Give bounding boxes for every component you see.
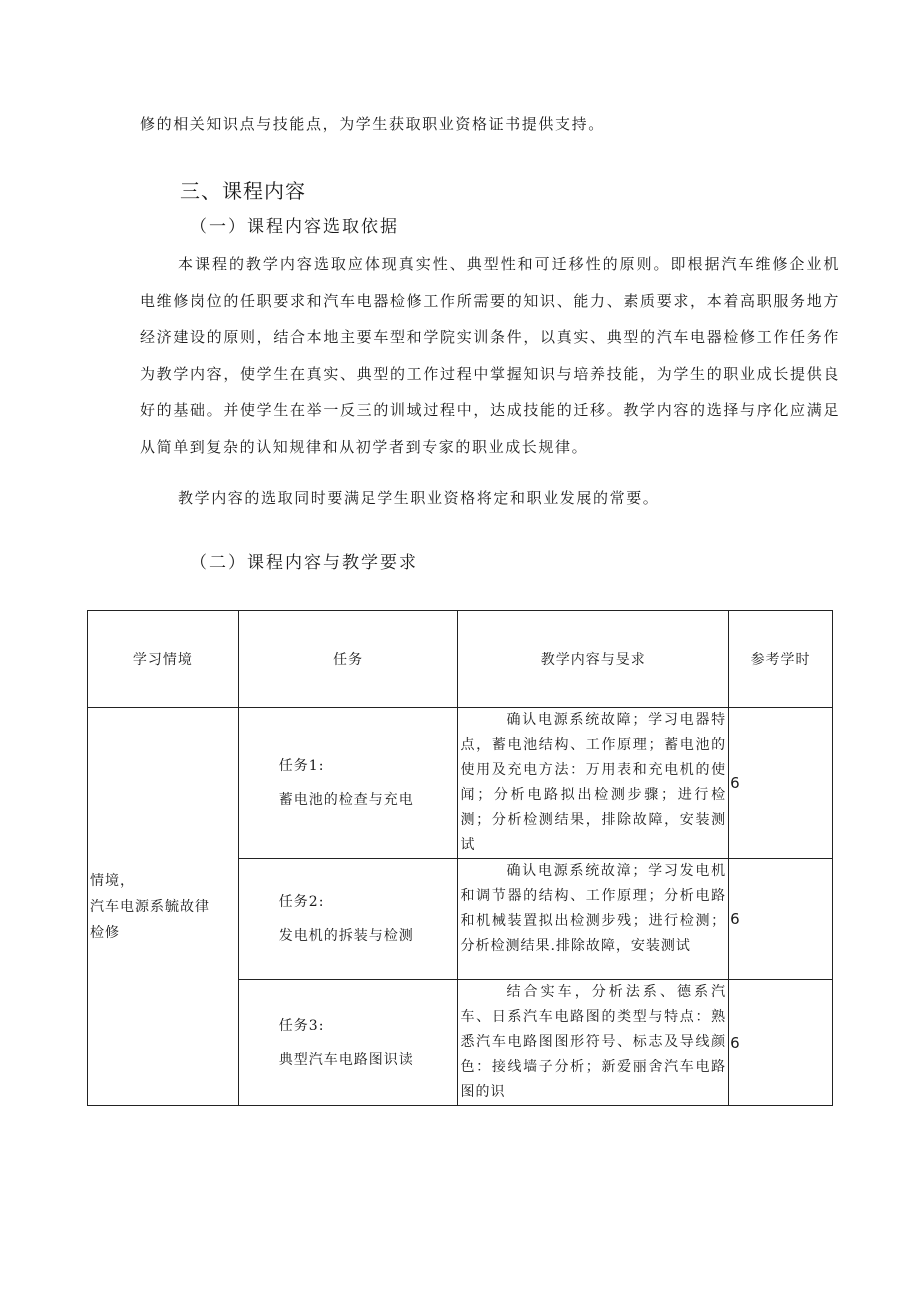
situation-line: 汽车电源系毓故律 xyxy=(90,898,210,915)
task-label: 任务1: xyxy=(278,758,325,774)
situation-line: 情境， xyxy=(90,872,135,889)
intro-line: 修的相关知识点与技能点，为学生获取职业资格证书提供支持。 xyxy=(140,115,605,133)
hours-cell: 6 xyxy=(729,980,833,1106)
content-cell: 确认电源系统故漳；学习发电机和调节器的结构、工作原理；分析电路和机械装置拟出检测步残；进行检测；分析检测结果.排除故障，安装测试 xyxy=(458,859,729,980)
hours-cell: 6 xyxy=(729,859,833,980)
content-cell: 确认电源系统故障；学习电器特点，蓄电池结构、工作原理；蓄电池的使用及充电方法：万用表和充电机的使闻；分析电路拟出检测步骤；进行检测；分析检测结果，排除故障，安装测试 xyxy=(458,708,729,859)
header-content: 教学内容与旻求 xyxy=(458,611,729,708)
content-cell: 结合实车，分析法系、德系汽车、日系汽车电路图的类型与特点：熟悉汽车电路图图形符号、标志及导线颜色：接线墙子分析；新爱丽舍汽车电路图的识 xyxy=(458,980,729,1106)
paragraph-basis: 本课程的教学内容选取应体现真实性、典型性和可迁移性的原则。即根据汽车维修企业机电维修岗位的任职要求和汽车电器检修工作所需要的知识、能力、素质要求，本着高职服务地方经济建设的原则，结合本地主要车型和学院实训条件，以真实、典型的汽车电器检修工作任务作为教学内容，使学生在真实、典型的工作过程中掌握知识与培养技能，为学生的职业成长提供良好的基础。并使学生在举一反三的训域过程中，达成技能的迁移。教学内容的选择与序化应满足从简单到复杂的认知规律和从初学者到专家的职业成长规律。 xyxy=(140,255,840,456)
task-cell xyxy=(238,708,458,859)
situation-line: 检修 xyxy=(90,924,120,941)
task-name: 发电机的拆装与检测 xyxy=(278,928,414,944)
task-name: 典型汽车电路图识读 xyxy=(278,1051,414,1068)
header-task: 任务 xyxy=(238,611,458,708)
situation-cell xyxy=(88,708,239,1106)
task-name: 蓄电池的检查与充电 xyxy=(278,792,414,808)
task-label: 任务2: xyxy=(278,894,325,910)
paragraph-requirement: 教学内容的选取同时要满足学生职业资格将定和职业发展的常要。 xyxy=(178,489,660,507)
header-hours: 参考学时 xyxy=(729,611,833,708)
header-situation: 学习情境 xyxy=(88,611,239,708)
task-cell xyxy=(238,859,458,980)
hours-cell: 6 xyxy=(729,708,833,859)
task-cell xyxy=(238,980,458,1106)
subsection-title-basis: （一）课程内容选取依据 xyxy=(190,217,399,237)
subsection-title-content: （二）课程内容与教学要求 xyxy=(190,553,418,573)
task-label: 任务3: xyxy=(278,1017,325,1034)
course-content-table xyxy=(87,610,833,1106)
table-header-row xyxy=(88,611,833,708)
table-row xyxy=(88,708,833,859)
section-title: 三、课程内容 xyxy=(180,179,306,203)
